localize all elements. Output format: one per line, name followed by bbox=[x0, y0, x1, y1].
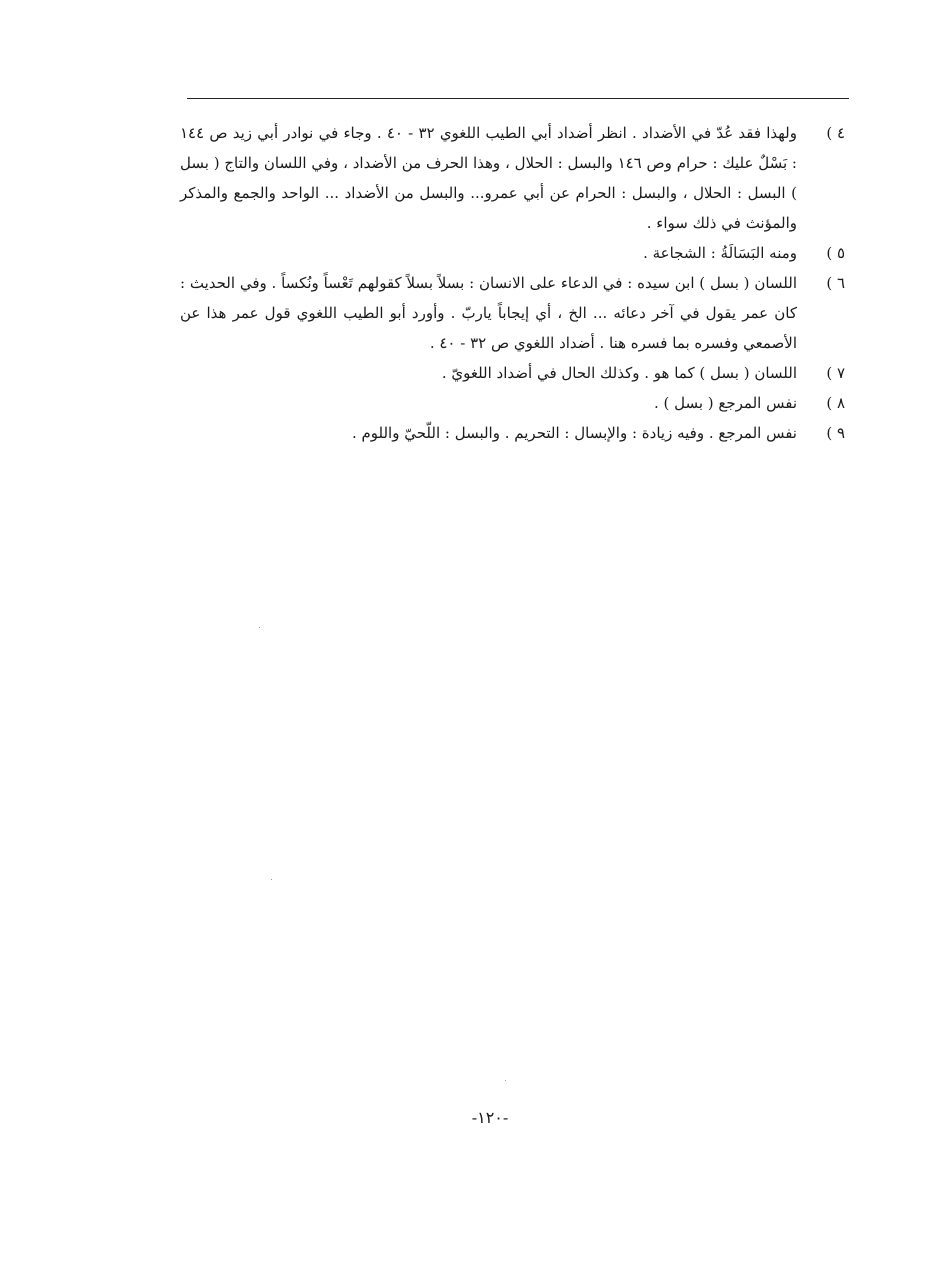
footnote-text: ولهذا فقد عُدّ في الأضداد . انظر أضداد أبي الطيب اللغوي ٣٢ - ٤٠ . وجاء في نوادر أبي زيد ص ١٤٤ : بَسْلٌ عليك : حرام وص ١٤٦ والبسل : الحلال ، وهذا الحرف من الأضداد ، وفي اللسان والتاج ( بسل ) البسل : الحلال ، والبسل : الحرام عن أبي عمرو... والبسل من الأضداد ... الواحد والجمع والمذكر والمؤنث في ذلك سواء . bbox=[180, 124, 798, 232]
footnote-7 bbox=[180, 358, 845, 388]
footnote-text: اللسان ( بسل ) كما هو . وكذلك الحال في أضداد اللغويّ . bbox=[441, 364, 797, 382]
scan-speck bbox=[259, 627, 260, 628]
footnote-number: ٦ ) bbox=[826, 274, 845, 292]
footnote-separator-rule bbox=[187, 98, 849, 99]
footnote-text: اللسان ( بسل ) ابن سيده : في الدعاء على الانسان : بسلاً بسلاً كقولهم تَعْساً ونُكساً . وفي الحديث : كان عمر يقول في آخر دعائه ... الخ ، أي إيجاباً ياربّ . وأورد أبو الطيب اللغوي قول عمر هذا عن الأصمعي وفسره بما فسره هنا . أضداد اللغوي ص ٣٢ - ٤٠ . bbox=[180, 274, 797, 352]
footnotes-block bbox=[180, 118, 845, 448]
footnote-8 bbox=[180, 388, 845, 418]
footnote-4 bbox=[180, 118, 845, 238]
footnote-text: ومنه البَسَالَةُ : الشجاعة . bbox=[643, 244, 797, 262]
scan-speck bbox=[505, 1080, 506, 1081]
footnote-9 bbox=[180, 418, 845, 448]
footnote-number: ٨ ) bbox=[826, 394, 845, 412]
page-number: -١٢٠- bbox=[471, 1108, 509, 1127]
footnote-number: ٧ ) bbox=[826, 364, 845, 382]
footnote-number: ٩ ) bbox=[826, 424, 845, 442]
footnote-text: نفس المرجع ( بسل ) . bbox=[653, 394, 797, 412]
footnote-number: ٥ ) bbox=[826, 244, 845, 262]
footnote-number: ٤ ) bbox=[826, 124, 845, 142]
footnote-text: نفس المرجع . وفيه زيادة : والإبسال : التحريم . والبسل : اللّحيّ واللوم . bbox=[351, 424, 797, 442]
footnote-6 bbox=[180, 268, 845, 358]
footnote-5 bbox=[180, 238, 845, 268]
scan-speck bbox=[271, 879, 272, 880]
